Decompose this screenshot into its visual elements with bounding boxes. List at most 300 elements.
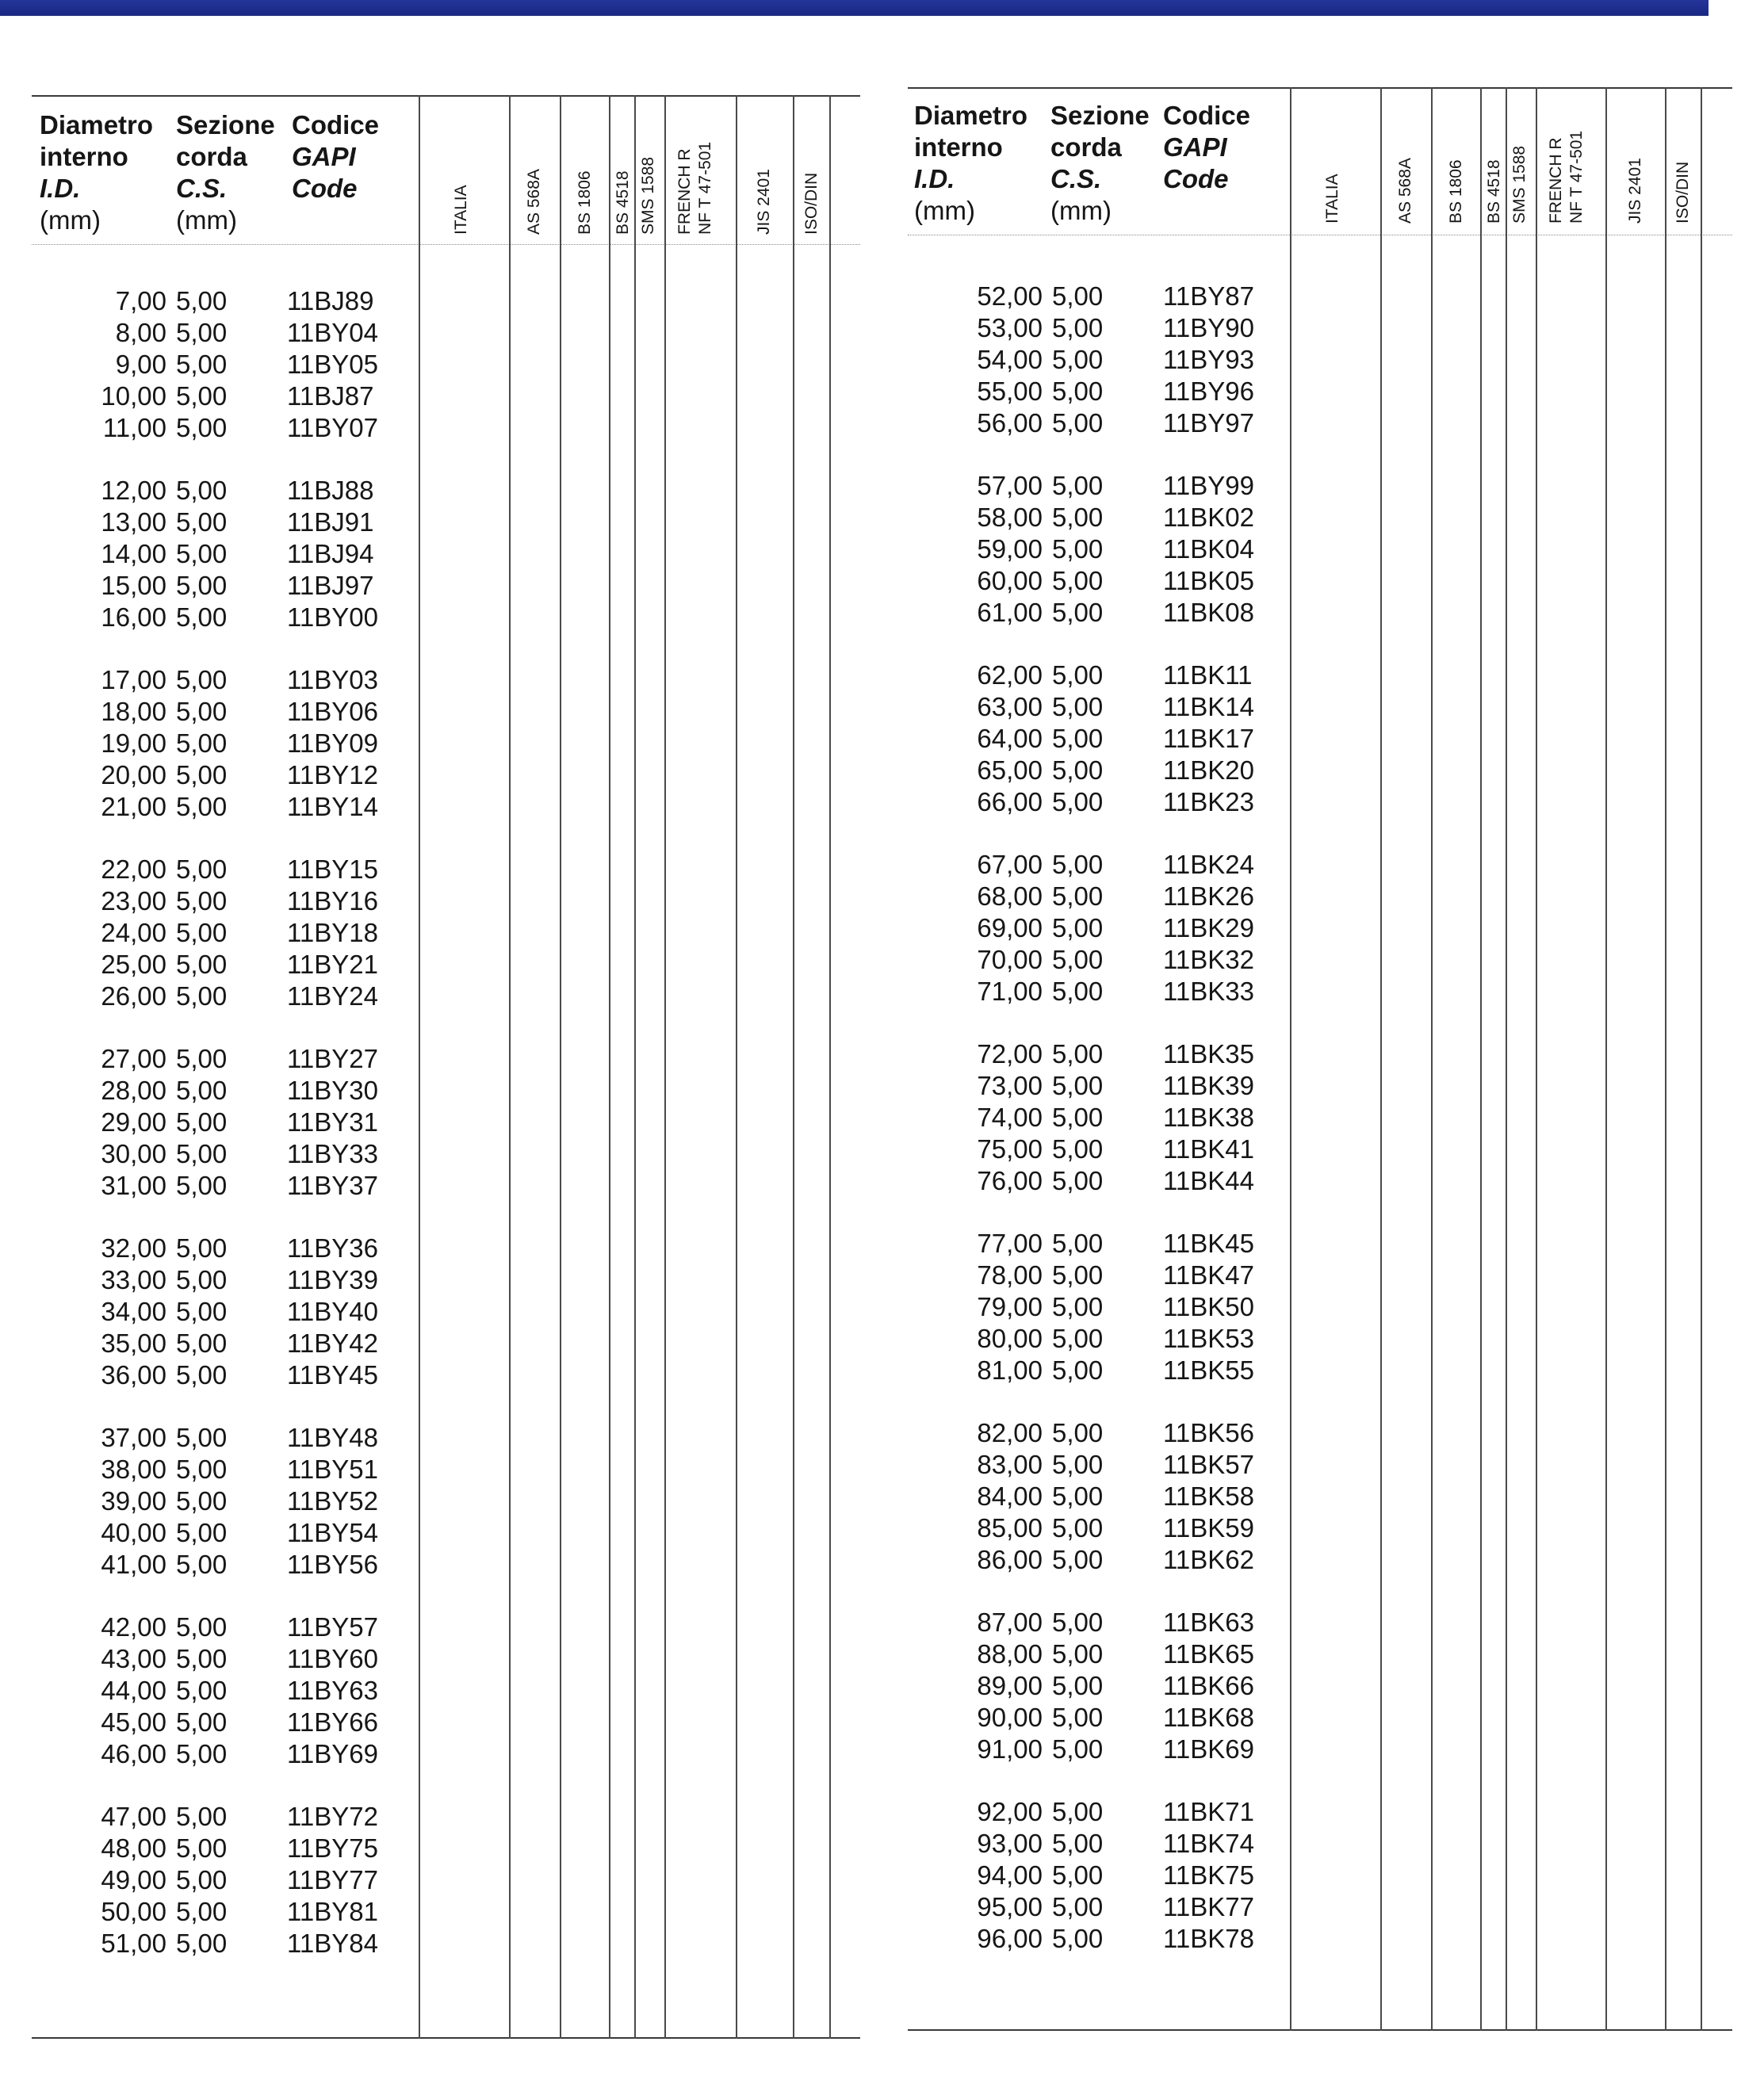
cs-cell: 5,00	[1052, 1513, 1104, 1543]
id-cell: 29,00	[101, 1107, 166, 1137]
cs-cell: 5,00	[1052, 503, 1104, 532]
column-divider	[1480, 87, 1482, 2031]
cs-cell: 5,00	[176, 1486, 228, 1516]
code-cell: 11BK68	[1163, 1703, 1254, 1732]
id-cell: 56,00	[977, 408, 1043, 438]
code-cell: 11BY93	[1163, 345, 1254, 374]
cs-cell: 5,00	[176, 602, 228, 632]
id-cell: 69,00	[977, 913, 1043, 942]
cs-cell: 5,00	[176, 571, 228, 600]
id-cell: 84,00	[977, 1481, 1043, 1511]
code-cell: 11BY81	[287, 1897, 378, 1926]
cs-cell: 5,00	[1052, 1039, 1104, 1069]
code-cell: 11BK77	[1163, 1892, 1254, 1921]
code-cell: 11BY18	[287, 918, 378, 947]
id-cell: 16,00	[101, 602, 166, 632]
cs-cell: 5,00	[176, 1865, 228, 1894]
cs-cell: 5,00	[176, 728, 228, 758]
code-cell: 11BK75	[1163, 1860, 1254, 1890]
header-nft47501: NF T 47-501	[1567, 130, 1586, 224]
id-cell: 86,00	[977, 1545, 1043, 1574]
code-cell: 11BY69	[287, 1739, 378, 1768]
cs-cell: 5,00	[176, 760, 228, 789]
code-cell: 11BK23	[1163, 787, 1254, 816]
cs-cell: 5,00	[176, 1550, 228, 1579]
header-iso-din: ISO/DIN	[1674, 161, 1692, 224]
code-cell: 11BK20	[1163, 755, 1254, 785]
header-code-line: GAPI	[1163, 132, 1227, 162]
id-cell: 28,00	[101, 1076, 166, 1105]
code-cell: 11BY72	[287, 1802, 378, 1831]
header-french-r: FRENCH R	[675, 148, 694, 235]
id-cell: 23,00	[101, 886, 166, 916]
cs-cell: 5,00	[176, 697, 228, 726]
column-divider	[829, 95, 831, 2039]
code-cell: 11BK62	[1163, 1545, 1254, 1574]
cs-cell: 5,00	[176, 1455, 228, 1484]
code-cell: 11BJ97	[287, 571, 374, 600]
code-cell: 11BY30	[287, 1076, 378, 1105]
cs-cell: 5,00	[1052, 881, 1104, 911]
id-cell: 66,00	[977, 787, 1043, 816]
code-cell: 11BY03	[287, 665, 378, 694]
id-cell: 52,00	[977, 281, 1043, 311]
id-cell: 57,00	[977, 471, 1043, 500]
code-cell: 11BK04	[1163, 534, 1254, 564]
code-cell: 11BJ87	[287, 381, 374, 411]
code-cell: 11BK55	[1163, 1355, 1254, 1385]
header-id-line: Diametro	[40, 110, 154, 140]
id-cell: 94,00	[977, 1860, 1043, 1890]
code-cell: 11BY87	[1163, 281, 1254, 311]
cs-cell: 5,00	[1052, 1639, 1104, 1669]
id-cell: 39,00	[101, 1486, 166, 1516]
id-cell: 12,00	[101, 476, 166, 505]
id-cell: 32,00	[101, 1233, 166, 1263]
id-cell: 71,00	[977, 977, 1043, 1006]
cs-cell: 5,00	[1052, 1450, 1104, 1479]
code-cell: 11BK11	[1163, 660, 1253, 690]
cs-cell: 5,00	[176, 792, 228, 821]
id-cell: 85,00	[977, 1513, 1043, 1543]
code-cell: 11BJ94	[287, 539, 374, 568]
header-nft47501: NF T 47-501	[696, 141, 714, 235]
cs-cell: 5,00	[1052, 1134, 1104, 1164]
cs-cell: 5,00	[176, 950, 228, 979]
code-cell: 11BK05	[1163, 566, 1254, 595]
column-divider	[793, 95, 794, 2039]
header-id-line: I.D.	[914, 164, 955, 193]
id-cell: 38,00	[101, 1455, 166, 1484]
code-cell: 11BY39	[287, 1265, 378, 1294]
left-table	[32, 95, 860, 2042]
id-cell: 49,00	[101, 1865, 166, 1894]
code-cell: 11BK65	[1163, 1639, 1254, 1669]
code-cell: 11BY97	[1163, 408, 1254, 438]
header-sms1588: SMS 1588	[1510, 145, 1529, 224]
cs-cell: 5,00	[176, 918, 228, 947]
id-cell: 17,00	[101, 665, 166, 694]
cs-cell: 5,00	[176, 1265, 228, 1294]
id-cell: 36,00	[101, 1360, 166, 1390]
code-cell: 11BK47	[1163, 1260, 1254, 1290]
cs-cell: 5,00	[176, 1171, 228, 1200]
code-cell: 11BK41	[1163, 1134, 1254, 1164]
id-cell: 45,00	[101, 1707, 166, 1737]
id-cell: 92,00	[977, 1797, 1043, 1826]
cs-cell: 5,00	[1052, 1166, 1104, 1195]
header-code-line: GAPI	[292, 142, 356, 171]
cs-cell: 5,00	[1052, 1418, 1104, 1447]
cs-cell: 5,00	[176, 1518, 228, 1547]
id-cell: 96,00	[977, 1924, 1043, 1953]
header-cs-unit: (mm)	[176, 205, 237, 235]
header-code	[1163, 100, 1250, 195]
code-cell: 11BY15	[287, 854, 378, 884]
column-divider	[1506, 87, 1507, 2031]
cs-cell: 5,00	[176, 1044, 228, 1073]
header-french-r: FRENCH R	[1547, 137, 1565, 224]
header-bs1806: BS 1806	[1447, 159, 1465, 224]
id-cell: 81,00	[977, 1355, 1043, 1385]
code-cell: 11BY00	[287, 602, 378, 632]
id-cell: 24,00	[101, 918, 166, 947]
column-divider	[1431, 87, 1433, 2031]
header-cs-line: C.S.	[176, 174, 228, 203]
code-cell: 11BK38	[1163, 1103, 1254, 1132]
id-cell: 55,00	[977, 377, 1043, 406]
id-cell: 40,00	[101, 1518, 166, 1547]
id-cell: 7,00	[115, 286, 166, 315]
code-cell: 11BK29	[1163, 913, 1254, 942]
code-cell: 11BK56	[1163, 1418, 1254, 1447]
cs-cell: 5,00	[176, 1802, 228, 1831]
id-cell: 62,00	[977, 660, 1043, 690]
code-cell: 11BY06	[287, 697, 378, 726]
cs-cell: 5,00	[176, 539, 228, 568]
id-cell: 64,00	[977, 724, 1043, 753]
code-cell: 11BY05	[287, 350, 378, 379]
cs-cell: 5,00	[1052, 1292, 1104, 1321]
id-cell: 88,00	[977, 1639, 1043, 1669]
cs-cell: 5,00	[1052, 566, 1104, 595]
code-cell: 11BK63	[1163, 1608, 1254, 1637]
column-divider	[1380, 87, 1382, 2031]
column-divider	[609, 95, 610, 2039]
id-cell: 75,00	[977, 1134, 1043, 1164]
column-divider	[509, 95, 511, 2039]
cs-cell: 5,00	[1052, 345, 1104, 374]
cs-cell: 5,00	[1052, 724, 1104, 753]
code-cell: 11BK33	[1163, 977, 1254, 1006]
column-divider	[634, 95, 636, 2039]
header-id-unit: (mm)	[40, 205, 101, 235]
code-cell: 11BY42	[287, 1329, 378, 1358]
id-cell: 67,00	[977, 850, 1043, 879]
cs-cell: 5,00	[1052, 1671, 1104, 1700]
cs-cell: 5,00	[176, 1297, 228, 1326]
code-cell: 11BY24	[287, 981, 378, 1011]
code-cell: 11BY77	[287, 1865, 378, 1894]
header-cs	[1050, 100, 1150, 227]
code-cell: 11BY66	[287, 1707, 378, 1737]
cs-cell: 5,00	[1052, 1924, 1104, 1953]
cs-cell: 5,00	[1052, 1797, 1104, 1826]
cs-cell: 5,00	[176, 286, 228, 315]
cs-cell: 5,00	[1052, 1892, 1104, 1921]
header-id	[914, 100, 1027, 227]
cs-cell: 5,00	[176, 1707, 228, 1737]
id-cell: 53,00	[977, 313, 1043, 342]
cs-cell: 5,00	[1052, 598, 1104, 627]
id-cell: 48,00	[101, 1833, 166, 1863]
code-cell: 11BY99	[1163, 471, 1254, 500]
cs-cell: 5,00	[1052, 534, 1104, 564]
header-iso-din: ISO/DIN	[802, 172, 821, 235]
cs-cell: 5,00	[1052, 1260, 1104, 1290]
code-cell: 11BK14	[1163, 692, 1254, 721]
cs-cell: 5,00	[1052, 1703, 1104, 1732]
header-cs-line: corda	[1050, 132, 1122, 162]
header-italia: ITALIA	[452, 185, 470, 235]
cs-cell: 5,00	[1052, 660, 1104, 690]
cs-cell: 5,00	[1052, 1324, 1104, 1353]
code-cell: 11BY90	[1163, 313, 1254, 342]
header-id-line: interno	[40, 142, 128, 171]
cs-cell: 5,00	[1052, 755, 1104, 785]
header-bs1806: BS 1806	[576, 170, 594, 235]
id-cell: 61,00	[977, 598, 1043, 627]
cs-cell: 5,00	[176, 318, 228, 347]
id-cell: 43,00	[101, 1644, 166, 1673]
code-cell: 11BY14	[287, 792, 378, 821]
cs-cell: 5,00	[1052, 1103, 1104, 1132]
cs-cell: 5,00	[1052, 1481, 1104, 1511]
cs-cell: 5,00	[1052, 977, 1104, 1006]
cs-cell: 5,00	[176, 1107, 228, 1137]
code-cell: 11BY04	[287, 318, 378, 347]
code-cell: 11BY52	[287, 1486, 378, 1516]
id-cell: 50,00	[101, 1897, 166, 1926]
header-sms1588: SMS 1588	[639, 156, 657, 235]
column-divider	[1536, 87, 1537, 2031]
cs-cell: 5,00	[1052, 1860, 1104, 1890]
header-cs-line: Sezione	[1050, 101, 1150, 130]
column-divider	[419, 95, 420, 2039]
right-table	[908, 87, 1732, 2034]
code-cell: 11BY54	[287, 1518, 378, 1547]
header-id	[40, 109, 153, 236]
id-cell: 37,00	[101, 1423, 166, 1452]
id-cell: 33,00	[101, 1265, 166, 1294]
code-cell: 11BK58	[1163, 1481, 1254, 1511]
id-cell: 70,00	[977, 945, 1043, 974]
cs-cell: 5,00	[1052, 377, 1104, 406]
code-cell: 11BK32	[1163, 945, 1254, 974]
id-cell: 11,00	[102, 413, 166, 442]
cs-cell: 5,00	[176, 981, 228, 1011]
cs-cell: 5,00	[176, 1739, 228, 1768]
code-cell: 11BY31	[287, 1107, 378, 1137]
table-top-border	[908, 87, 1732, 89]
header-italia: ITALIA	[1323, 174, 1341, 224]
code-cell: 11BY27	[287, 1044, 378, 1073]
cs-cell: 5,00	[176, 1329, 228, 1358]
cs-cell: 5,00	[176, 854, 228, 884]
cs-cell: 5,00	[1052, 471, 1104, 500]
id-cell: 95,00	[977, 1892, 1043, 1921]
header-bs4518: BS 4518	[1485, 159, 1503, 224]
id-cell: 76,00	[977, 1166, 1043, 1195]
code-cell: 11BK53	[1163, 1324, 1254, 1353]
id-cell: 18,00	[101, 697, 166, 726]
id-cell: 21,00	[101, 792, 166, 821]
code-cell: 11BY33	[287, 1139, 378, 1168]
id-cell: 34,00	[101, 1297, 166, 1326]
header-cs-unit: (mm)	[1050, 196, 1112, 225]
id-cell: 60,00	[977, 566, 1043, 595]
column-divider	[1701, 87, 1702, 2031]
header-as568a: AS 568A	[1396, 158, 1414, 224]
cs-cell: 5,00	[176, 886, 228, 916]
code-cell: 11BJ88	[287, 476, 374, 505]
code-cell: 11BY57	[287, 1612, 378, 1642]
code-cell: 11BK57	[1163, 1450, 1254, 1479]
cs-cell: 5,00	[176, 1676, 228, 1705]
header-as568a: AS 568A	[525, 169, 543, 235]
cs-cell: 5,00	[1052, 1734, 1104, 1764]
cs-cell: 5,00	[176, 413, 228, 442]
code-cell: 11BK26	[1163, 881, 1254, 911]
header-cs	[176, 109, 275, 236]
header-id-line: I.D.	[40, 174, 81, 203]
id-cell: 72,00	[977, 1039, 1043, 1069]
cs-cell: 5,00	[176, 507, 228, 537]
code-cell: 11BY36	[287, 1233, 378, 1263]
id-cell: 47,00	[101, 1802, 166, 1831]
id-cell: 90,00	[977, 1703, 1043, 1732]
code-cell: 11BY40	[287, 1297, 378, 1326]
code-cell: 11BY45	[287, 1360, 378, 1390]
cs-cell: 5,00	[1052, 1355, 1104, 1385]
code-cell: 11BY96	[1163, 377, 1254, 406]
cs-cell: 5,00	[1052, 1545, 1104, 1574]
cs-cell: 5,00	[1052, 945, 1104, 974]
code-cell: 11BK78	[1163, 1924, 1254, 1953]
header-cs-line: Sezione	[176, 110, 275, 140]
code-cell: 11BK08	[1163, 598, 1254, 627]
cs-cell: 5,00	[176, 1423, 228, 1452]
code-cell: 11BK44	[1163, 1166, 1254, 1195]
code-cell: 11BY84	[287, 1929, 378, 1958]
id-cell: 8,00	[115, 318, 166, 347]
id-cell: 68,00	[977, 881, 1043, 911]
header-jis2401: JIS 2401	[755, 169, 773, 235]
cs-cell: 5,00	[1052, 1608, 1104, 1637]
id-cell: 77,00	[977, 1229, 1043, 1258]
cs-cell: 5,00	[176, 476, 228, 505]
id-cell: 30,00	[101, 1139, 166, 1168]
id-cell: 22,00	[101, 854, 166, 884]
code-cell: 11BK45	[1163, 1229, 1254, 1258]
code-cell: 11BK66	[1163, 1671, 1254, 1700]
cs-cell: 5,00	[176, 350, 228, 379]
id-cell: 73,00	[977, 1071, 1043, 1100]
code-cell: 11BK39	[1163, 1071, 1254, 1100]
header-code-line: Codice	[1163, 101, 1251, 130]
header-code-line: Code	[1163, 164, 1229, 193]
header-code-line: Code	[292, 174, 358, 203]
header-cs-line: C.S.	[1050, 164, 1102, 193]
id-cell: 46,00	[101, 1739, 166, 1768]
id-cell: 44,00	[101, 1676, 166, 1705]
header-code	[292, 109, 379, 205]
code-cell: 11BY12	[287, 760, 378, 789]
code-cell: 11BJ89	[287, 286, 374, 315]
cs-cell: 5,00	[176, 665, 228, 694]
column-divider	[560, 95, 561, 2039]
column-divider	[1290, 87, 1291, 2031]
code-cell: 11BY16	[287, 886, 378, 916]
header-code-line: Codice	[292, 110, 380, 140]
code-cell: 11BK02	[1163, 503, 1254, 532]
cs-cell: 5,00	[1052, 1229, 1104, 1258]
id-cell: 79,00	[977, 1292, 1043, 1321]
id-cell: 13,00	[101, 507, 166, 537]
id-cell: 54,00	[977, 345, 1043, 374]
id-cell: 20,00	[101, 760, 166, 789]
cs-cell: 5,00	[1052, 1071, 1104, 1100]
code-cell: 11BK50	[1163, 1292, 1254, 1321]
id-cell: 83,00	[977, 1450, 1043, 1479]
id-cell: 41,00	[101, 1550, 166, 1579]
id-cell: 91,00	[977, 1734, 1043, 1764]
id-cell: 80,00	[977, 1324, 1043, 1353]
id-cell: 82,00	[977, 1418, 1043, 1447]
cs-cell: 5,00	[176, 1233, 228, 1263]
header-bs4518: BS 4518	[614, 170, 632, 235]
header-id-line: Diametro	[914, 101, 1028, 130]
header-id-unit: (mm)	[914, 196, 975, 225]
id-cell: 58,00	[977, 503, 1043, 532]
id-cell: 93,00	[977, 1829, 1043, 1858]
id-cell: 65,00	[977, 755, 1043, 785]
cs-cell: 5,00	[176, 1897, 228, 1926]
code-cell: 11BY56	[287, 1550, 378, 1579]
cs-cell: 5,00	[176, 381, 228, 411]
cs-cell: 5,00	[1052, 1829, 1104, 1858]
header-cs-line: corda	[176, 142, 247, 171]
cs-cell: 5,00	[176, 1833, 228, 1863]
code-cell: 11BK17	[1163, 724, 1254, 753]
code-cell: 11BK59	[1163, 1513, 1254, 1543]
id-cell: 10,00	[101, 381, 166, 411]
code-cell: 11BK35	[1163, 1039, 1254, 1069]
column-divider	[736, 95, 737, 2039]
table-bottom-border	[908, 2029, 1732, 2031]
cs-cell: 5,00	[1052, 850, 1104, 879]
cs-cell: 5,00	[1052, 913, 1104, 942]
code-cell: 11BY07	[287, 413, 378, 442]
id-cell: 35,00	[101, 1329, 166, 1358]
code-cell: 11BY09	[287, 728, 378, 758]
id-cell: 15,00	[101, 571, 166, 600]
cs-cell: 5,00	[176, 1076, 228, 1105]
top-color-band	[0, 0, 1709, 16]
cs-cell: 5,00	[176, 1360, 228, 1390]
code-cell: 11BY75	[287, 1833, 378, 1863]
column-divider	[1665, 87, 1666, 2031]
